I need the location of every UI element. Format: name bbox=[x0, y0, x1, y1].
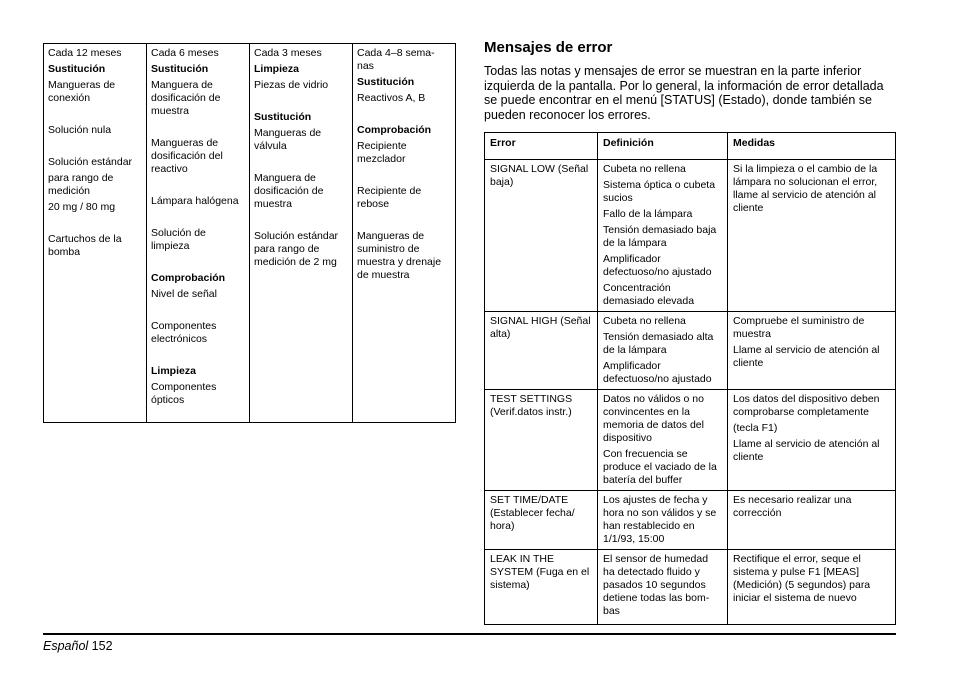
definition-item: Concentración demasiado elevada bbox=[603, 282, 695, 307]
maintenance-row bbox=[44, 44, 456, 423]
item: Mangueras de válvula bbox=[254, 127, 322, 152]
item: 20 mg / 80 mg bbox=[48, 201, 116, 213]
item: Solución nula bbox=[48, 124, 112, 136]
item: Recipiente de rebose bbox=[357, 185, 422, 210]
maintenance-column-6-months bbox=[147, 44, 250, 423]
definition-item: El sensor de humedad ha detectado fluido y pasados 10 segundos detiene todas las bom-bas bbox=[603, 553, 710, 617]
block-label: Limpieza bbox=[151, 365, 196, 377]
section-title: Mensajes de error bbox=[484, 39, 613, 56]
measure-item: Los datos del dispositivo deben comprobarse completamente bbox=[733, 393, 880, 418]
item: Cartuchos de la bomba bbox=[48, 233, 122, 258]
error-code: SIGNAL LOW (Señal baja) bbox=[490, 163, 589, 188]
error-table bbox=[484, 132, 896, 625]
item: Solución estándar para rango de medición de 2 mg bbox=[254, 230, 339, 268]
block-label: Sustitución bbox=[357, 76, 415, 88]
measure-item: Si la limpieza o el cambio de la lámpara no solucionan el error, llame al servicio de atención al cliente bbox=[733, 163, 878, 214]
item: Mangueras de dosificación del reactivo bbox=[151, 137, 223, 175]
error-code: TEST SETTINGS (Verif.datos instr.) bbox=[490, 393, 573, 418]
definition-item: Sistema óptica o cubeta sucios bbox=[603, 179, 716, 204]
item: Lámpara halógena bbox=[151, 195, 239, 207]
definition-cell bbox=[598, 491, 728, 550]
definition-cell bbox=[598, 312, 728, 390]
error-code: LEAK IN THE SYSTEM (Fuga en el sistema) bbox=[490, 553, 590, 591]
item: Componentes electrónicos bbox=[151, 320, 217, 345]
item: Solución de limpieza bbox=[151, 227, 206, 252]
error-cell bbox=[485, 390, 598, 491]
item: Manguera de dosificación de muestra bbox=[254, 172, 324, 210]
block-label: Sustitución bbox=[48, 63, 106, 75]
item: Solución estándar bbox=[48, 156, 133, 168]
error-cell bbox=[485, 550, 598, 625]
column-header-measures: Medidas bbox=[728, 133, 896, 160]
definition-item: Cubeta no rellena bbox=[603, 163, 686, 175]
footer-rule bbox=[43, 633, 896, 635]
maintenance-column-4-8-weeks bbox=[353, 44, 456, 423]
definition-cell bbox=[598, 390, 728, 491]
error-cell bbox=[485, 160, 598, 312]
measure-item: Es necesario realizar una corrección bbox=[733, 494, 852, 519]
item: Nivel de señal bbox=[151, 288, 217, 300]
measures-cell bbox=[728, 491, 896, 550]
measure-item: Llame al servicio de atención al cliente bbox=[733, 438, 880, 463]
item: Piezas de vidrio bbox=[254, 79, 329, 91]
block-label: Sustitución bbox=[254, 111, 312, 123]
error-cell bbox=[485, 491, 598, 550]
measures-cell bbox=[728, 390, 896, 491]
table-row bbox=[485, 491, 896, 550]
definition-item: Amplificador defectuoso/no ajustado bbox=[603, 360, 712, 385]
definition-item: Los ajustes de fecha y hora no son válidos y se han restablecido en 1/1/93, 15:00 bbox=[603, 494, 717, 545]
measure-item: Llame al servicio de atención al cliente bbox=[733, 344, 880, 369]
definition-cell bbox=[598, 550, 728, 625]
column-header: Cada 4–8 sema-nas bbox=[357, 47, 435, 72]
column-header: Cada 6 meses bbox=[151, 47, 219, 59]
page-number: 152 bbox=[91, 639, 113, 653]
definition-item: Cubeta no rellena bbox=[603, 315, 686, 327]
item: Mangueras de suministro de muestra y drenaje de muestra bbox=[357, 230, 442, 281]
section-intro: Todas las notas y mensajes de error se muestran en la parte inferior izquierda de la pantalla. Por lo general, la información de error detallada se puede encontrar en el menú [STATUS] (Estado), donde también se pueden reconocer los errores. bbox=[484, 64, 884, 122]
item: Recipiente mezclador bbox=[357, 140, 407, 165]
measures-cell bbox=[728, 550, 896, 625]
maintenance-schedule-table bbox=[43, 43, 456, 423]
definition-cell bbox=[598, 160, 728, 312]
table-row bbox=[485, 390, 896, 491]
block-label: Limpieza bbox=[254, 63, 299, 75]
definition-item: Tensión demasiado baja de la lámpara bbox=[603, 224, 717, 249]
column-header-error: Error bbox=[485, 133, 598, 160]
item: Mangueras de conexión bbox=[48, 79, 116, 104]
definition-item: Datos no válidos o no convincentes en la memoria de datos del dispositivo bbox=[603, 393, 704, 444]
measures-cell bbox=[728, 160, 896, 312]
item: para rango de medición bbox=[48, 172, 114, 197]
column-header-definition: Definición bbox=[598, 133, 728, 160]
measure-item: (tecla F1) bbox=[733, 422, 778, 434]
definition-item: Amplificador defectuoso/no ajustado bbox=[603, 253, 712, 278]
measure-item: Compruebe el suministro de muestra bbox=[733, 315, 865, 340]
maintenance-column-12-months bbox=[44, 44, 147, 423]
column-header: Cada 12 meses bbox=[48, 47, 122, 59]
definition-item: Con frecuencia se produce el vaciado de la batería del buffer bbox=[603, 448, 717, 486]
block-label: Sustitución bbox=[151, 63, 209, 75]
column-header: Cada 3 meses bbox=[254, 47, 322, 59]
table-row bbox=[485, 312, 896, 390]
error-code: SIGNAL HIGH (Señal alta) bbox=[490, 315, 591, 340]
page-footer bbox=[43, 639, 113, 654]
footer-language: Español bbox=[43, 639, 89, 653]
block-label: Comprobación bbox=[357, 124, 432, 136]
definition-item: Fallo de la lámpara bbox=[603, 208, 693, 220]
table-row bbox=[485, 160, 896, 312]
block-label: Comprobación bbox=[151, 272, 226, 284]
table-row bbox=[485, 550, 896, 625]
maintenance-column-3-months bbox=[250, 44, 353, 423]
error-code: SET TIME/DATE (Establecer fecha/ hora) bbox=[490, 494, 575, 532]
error-cell bbox=[485, 312, 598, 390]
table-header-row bbox=[485, 133, 896, 160]
item: Manguera de dosificación de muestra bbox=[151, 79, 221, 117]
measures-cell bbox=[728, 312, 896, 390]
item: Componentes ópticos bbox=[151, 381, 217, 406]
measure-item: Rectifique el error, seque el sistema y pulse F1 [MEAS] (Medición) (5 segundos) para iniciar el sistema de nuevo bbox=[733, 553, 871, 604]
item: Reactivos A, B bbox=[357, 92, 426, 104]
definition-item: Tensión demasiado alta de la lámpara bbox=[603, 331, 714, 356]
